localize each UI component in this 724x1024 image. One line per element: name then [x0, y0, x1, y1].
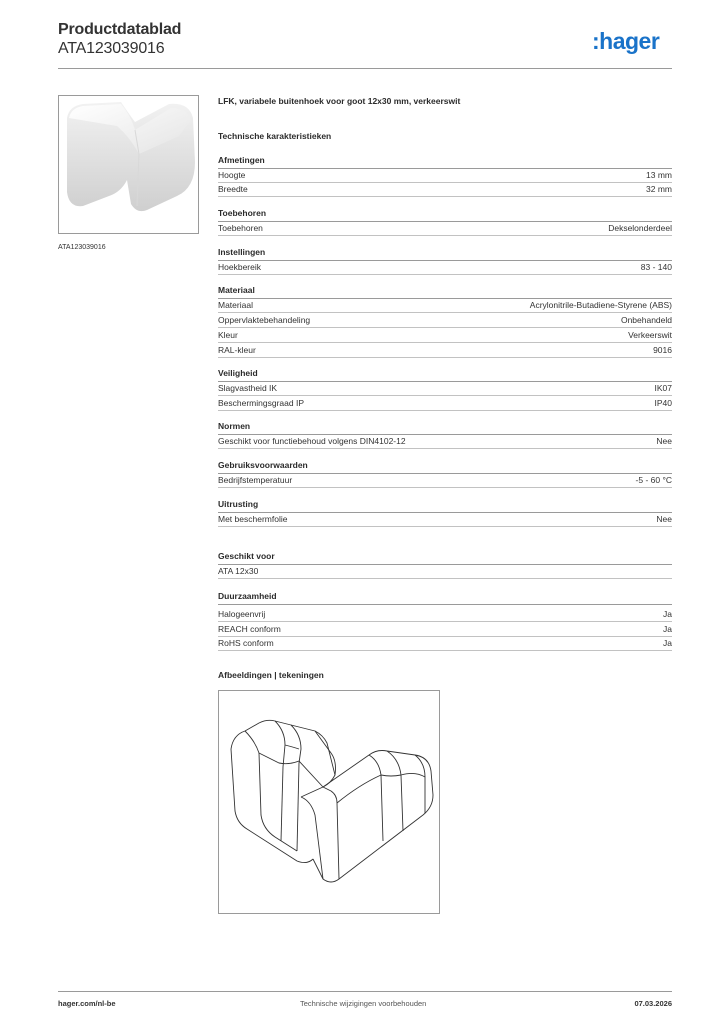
spec-row [218, 169, 672, 183]
tech-characteristics-heading: Technische karakteristieken [218, 131, 332, 141]
spec-row [218, 222, 672, 236]
spec-row [218, 261, 672, 275]
spec-value: Nee [656, 436, 672, 446]
technical-drawing [218, 690, 440, 914]
section-heading-veiligheid: Veiligheid [218, 368, 672, 382]
spec-value: Acrylonitrile-Butadiene-Styrene (ABS) [529, 300, 672, 310]
product-photo [58, 95, 199, 234]
product-code: ATA123039016 [58, 40, 165, 57]
spec-label: Materiaal [218, 300, 253, 310]
spec-label: Geschikt voor functiebehoud volgens DIN4102-12 [218, 436, 406, 446]
technical-drawing-image [219, 691, 439, 913]
section-heading-gebruiksvoorwaarden: Gebruiksvoorwaarden [218, 460, 672, 474]
spec-value: Verkeerswit [628, 330, 672, 340]
spec-value: Ja [663, 624, 672, 634]
spec-label: ATA 12x30 [218, 566, 259, 576]
footer-website-link[interactable]: hager.com/nl-be [58, 999, 116, 1008]
spec-row [218, 623, 672, 637]
spec-row [218, 435, 672, 449]
footer-date: 07.03.2026 [634, 999, 672, 1008]
spec-row [218, 344, 672, 358]
section-heading-instellingen: Instellingen [218, 247, 672, 261]
spec-label: Toebehoren [218, 223, 263, 233]
spec-row [218, 183, 672, 197]
spec-label: Slagvastheid IK [218, 383, 278, 393]
logo-mark-icon: : [592, 28, 600, 54]
spec-label: Beschermingsgraad IP [218, 398, 304, 408]
product-description: LFK, variabele buitenhoek voor goot 12x30 mm, verkeerswit [218, 96, 461, 106]
spec-value: IK07 [654, 383, 672, 393]
spec-label: Breedte [218, 184, 248, 194]
spec-value: Dekselonderdeel [608, 223, 672, 233]
spec-label: Met beschermfolie [218, 514, 288, 524]
section-heading-afmetingen: Afmetingen [218, 155, 672, 169]
footer-disclaimer: Technische wijzigingen voorbehouden [300, 999, 427, 1008]
section-heading-uitrusting: Uitrusting [218, 499, 672, 513]
spec-label: Hoogte [218, 170, 246, 180]
spec-label: Halogeenvrij [218, 609, 266, 619]
spec-label: REACH conform [218, 624, 281, 634]
spec-value: 13 mm [646, 170, 672, 180]
spec-value: Onbehandeld [620, 315, 672, 325]
spec-row [218, 314, 672, 328]
spec-row [218, 397, 672, 411]
spec-value: Nee [656, 514, 672, 524]
spec-label: Oppervlaktebehandeling [218, 315, 311, 325]
spec-label: Hoekbereik [218, 262, 261, 272]
hager-logo [592, 29, 659, 53]
header-divider [58, 68, 672, 69]
section-heading-toebehoren: Toebehoren [218, 208, 672, 222]
spec-row [218, 513, 672, 527]
spec-row [218, 565, 672, 579]
drawings-heading: Afbeeldingen | tekeningen [218, 670, 324, 680]
spec-label: RoHS conform [218, 638, 274, 648]
spec-value: 9016 [653, 345, 672, 355]
spec-value: 83 - 140 [640, 262, 672, 272]
section-heading-geschikt-voor: Geschikt voor [218, 551, 672, 565]
spec-value: Ja [663, 609, 672, 619]
spec-row [218, 637, 672, 651]
footer-divider [58, 991, 672, 992]
spec-label: Kleur [218, 330, 238, 340]
spec-value: Ja [663, 638, 672, 648]
section-heading-normen: Normen [218, 421, 672, 435]
spec-row [218, 474, 672, 488]
spec-row [218, 608, 672, 622]
section-heading-duurzaamheid: Duurzaamheid [218, 591, 672, 605]
logo-text: hager [599, 28, 660, 54]
spec-row [218, 299, 672, 313]
section-heading-materiaal: Materiaal [218, 285, 672, 299]
spec-row [218, 329, 672, 343]
spec-value: IP40 [654, 398, 672, 408]
product-photo-image [59, 96, 198, 233]
photo-caption: ATA123039016 [58, 244, 106, 251]
spec-value: 32 mm [646, 184, 672, 194]
spec-row [218, 382, 672, 396]
page-title: Productdatablad [58, 21, 182, 38]
spec-label: Bedrijfstemperatuur [218, 475, 293, 485]
spec-label: RAL-kleur [218, 345, 256, 355]
spec-value: -5 - 60 °C [635, 475, 672, 485]
